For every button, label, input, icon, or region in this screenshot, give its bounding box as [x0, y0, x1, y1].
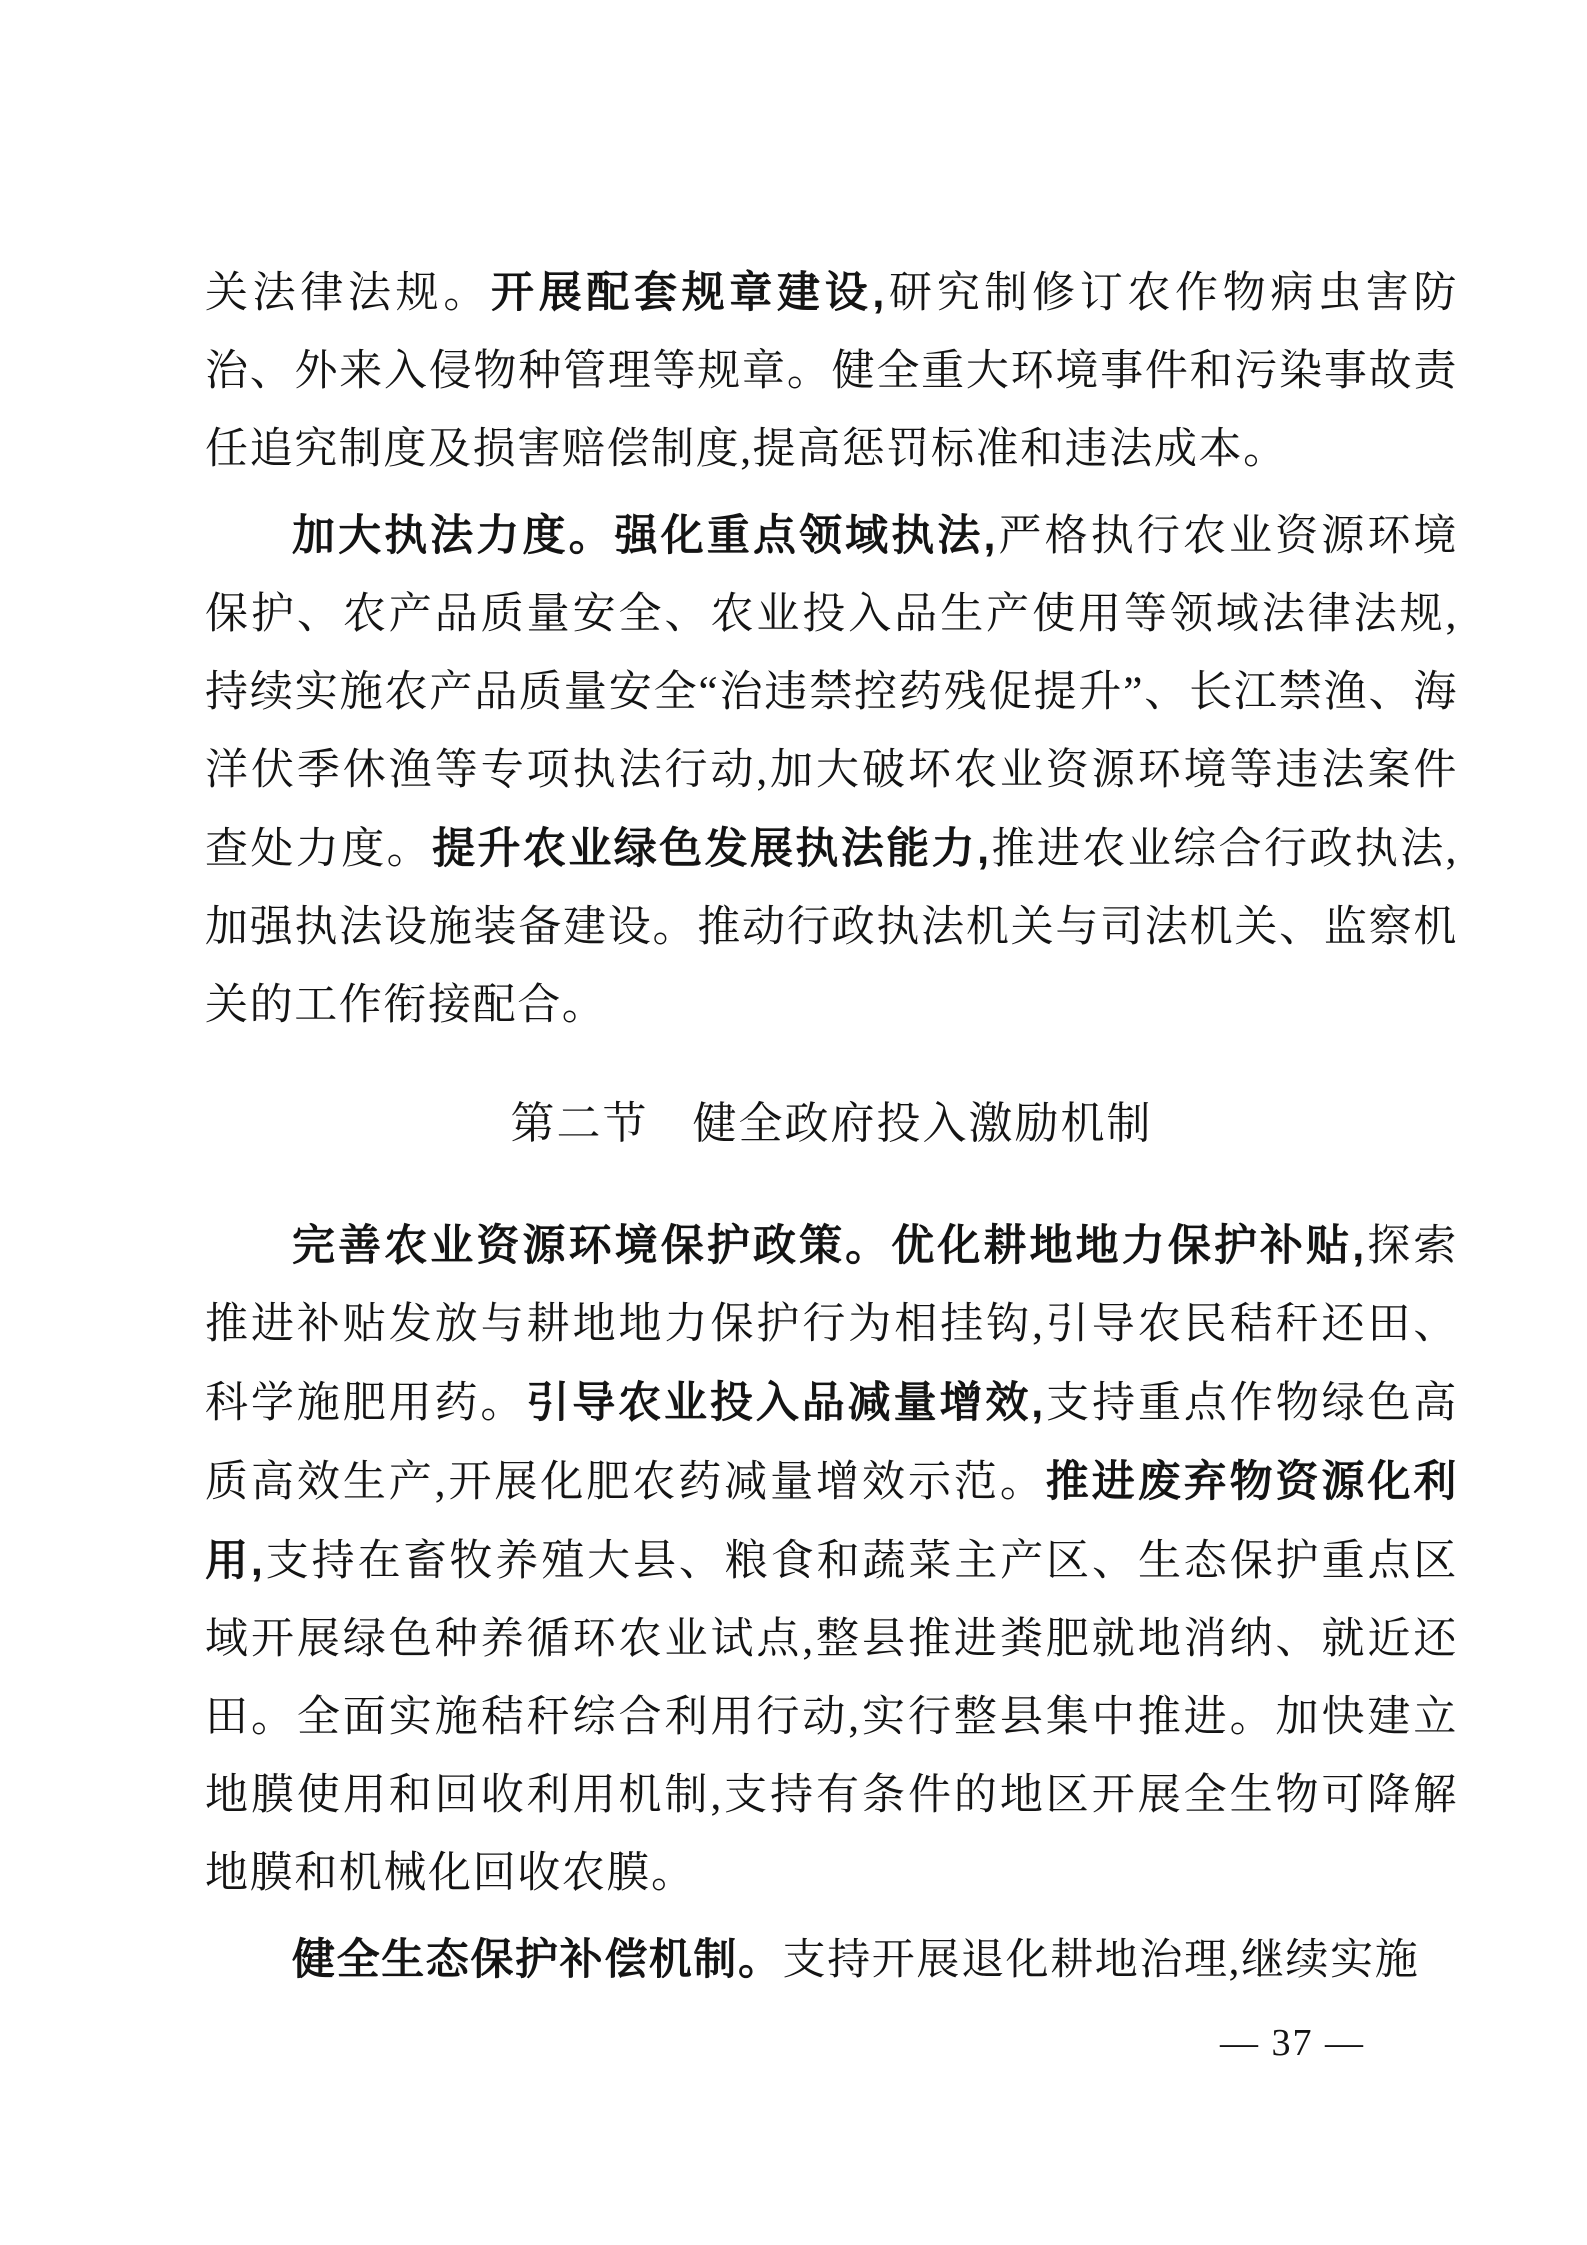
emphasis-text: 推进废弃物资源化利用, — [205, 1458, 1458, 1585]
emphasis-text: 加大执法力度。强化重点领域执法, — [292, 512, 998, 560]
body-text: 严格执行农业资源环境保护、农产品质量安全、农业投入品生产使用等领域法律法规,持续实施农产品质量安全“治违禁控药残促提升”、长江禁渔、海洋伏季休渔等专项执法行动,加大破坏农业资源环境等违法案件查处力度。 — [205, 513, 1459, 873]
section-heading-title: 健全政府投入激励机制 — [692, 1099, 1153, 1148]
body-text: 支持重点作物绿色高质高效生产,开展化肥农药减量增效示范。 — [205, 1380, 1459, 1506]
emphasis-text: 完善农业资源环境保护政策。优化耕地地力保护补贴, — [292, 1222, 1366, 1270]
section-heading-label: 第二节 — [510, 1099, 649, 1148]
body-text: 推进农业综合行政执法,加强执法设施装备建设。推动行政执法机关与司法机关、监察机关的工作衔接配合。 — [205, 826, 1458, 1029]
paragraph — [205, 254, 1458, 489]
page-number: — 37 — — [1220, 2022, 1365, 2064]
document-content — [205, 254, 1458, 2000]
body-text: 关法律法规。 — [205, 270, 492, 317]
paragraph — [205, 497, 1458, 1045]
paragraph — [205, 1921, 1458, 2000]
emphasis-text: 健全生态保护补偿机制。 — [292, 1936, 783, 1984]
body-text: 支持开展退化耕地治理,继续实施 — [782, 1937, 1420, 1984]
body-text: 支持在畜牧养殖大县、粮食和蔬菜主产区、生态保护重点区域开展绿色种养循环农业试点,整县推进粪肥就地消纳、就近还田。全面实施秸秆综合利用行动,实行整县集中推进。加快建立地膜使用和回收利用机制,支持有条件的地区开展全生物可降解地膜和机械化回收农膜。 — [205, 1538, 1458, 1897]
emphasis-text: 引导农业投入品减量增效, — [526, 1379, 1045, 1427]
section-heading — [205, 1085, 1458, 1163]
body-text: 探索推进补贴发放与耕地地力保护行为相挂钩,引导农民秸秆还田、科学施肥用药。 — [205, 1223, 1458, 1427]
emphasis-text: 开展配套规章建设, — [491, 269, 886, 317]
emphasis-text: 提升农业绿色发展执法能力, — [432, 825, 991, 873]
paragraph — [205, 1207, 1458, 1913]
body-text: 研究制修订农作物病虫害防治、外来入侵物种管理等规章。健全重大环境事件和污染事故责任追究制度及损害赔偿制度,提高惩罚标准和违法成本。 — [205, 270, 1458, 473]
